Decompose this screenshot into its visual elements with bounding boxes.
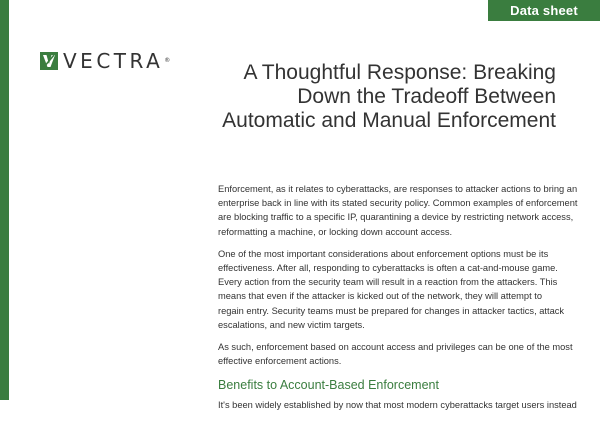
vectra-logo-mark-icon bbox=[40, 52, 58, 70]
vectra-logo bbox=[40, 51, 170, 71]
text-line: One of the most important considerations about enforcement options must be its bbox=[218, 248, 549, 259]
text-line: regain entry. Security teams must be prepared for changes in attacker tactics, attack bbox=[218, 305, 565, 316]
paragraph-intro bbox=[218, 182, 578, 239]
text-line: Enforcement, as it relates to cyberattacks, are responses to attacker actions to bring an bbox=[218, 184, 578, 194]
text-line: escalations, and new victim targets. bbox=[218, 319, 365, 330]
page-title bbox=[196, 61, 556, 133]
section-heading: Benefits to Account-Based Enforcement bbox=[218, 378, 439, 393]
title-line: Automatic and Manual Enforcement bbox=[222, 109, 556, 133]
text-line: As such, enforcement based on account access and privileges can be one of the most bbox=[218, 342, 573, 353]
title-line: A Thoughtful Response: Breaking bbox=[243, 61, 556, 85]
text-line: reformatting a machine, or locking down account access. bbox=[218, 226, 453, 237]
registered-mark: ® bbox=[164, 57, 171, 64]
brand-name: VECTRA® bbox=[63, 49, 171, 73]
paragraph-effectiveness bbox=[218, 247, 568, 332]
text-line: enterprise back in line with its stated security policy. Common examples of enforcement bbox=[218, 198, 578, 209]
text-line: effective enforcement actions. bbox=[218, 356, 342, 367]
paragraph-conclusion bbox=[218, 340, 573, 368]
document-type-tag: Data sheet bbox=[488, 0, 600, 21]
text-line: means that even if the attacker is kicked out of the network, they will attempt to bbox=[218, 291, 543, 302]
text-line: Every action from the security team will result in a reaction from the attackers. This bbox=[218, 277, 558, 288]
text-line: It's been widely established by now that most modern cyberattacks target users instead bbox=[218, 400, 577, 411]
text-line: are blocking traffic to a specific IP, quarantining a device by restricting network access, bbox=[218, 212, 574, 223]
title-line: Down the Tradeoff Between bbox=[297, 85, 556, 109]
text-line: effectiveness. After all, responding to cyberattacks is often a cat-and-mouse game. bbox=[218, 263, 558, 274]
paragraph-section bbox=[218, 398, 577, 412]
left-accent-bar bbox=[0, 0, 9, 400]
body-content bbox=[218, 182, 578, 421]
